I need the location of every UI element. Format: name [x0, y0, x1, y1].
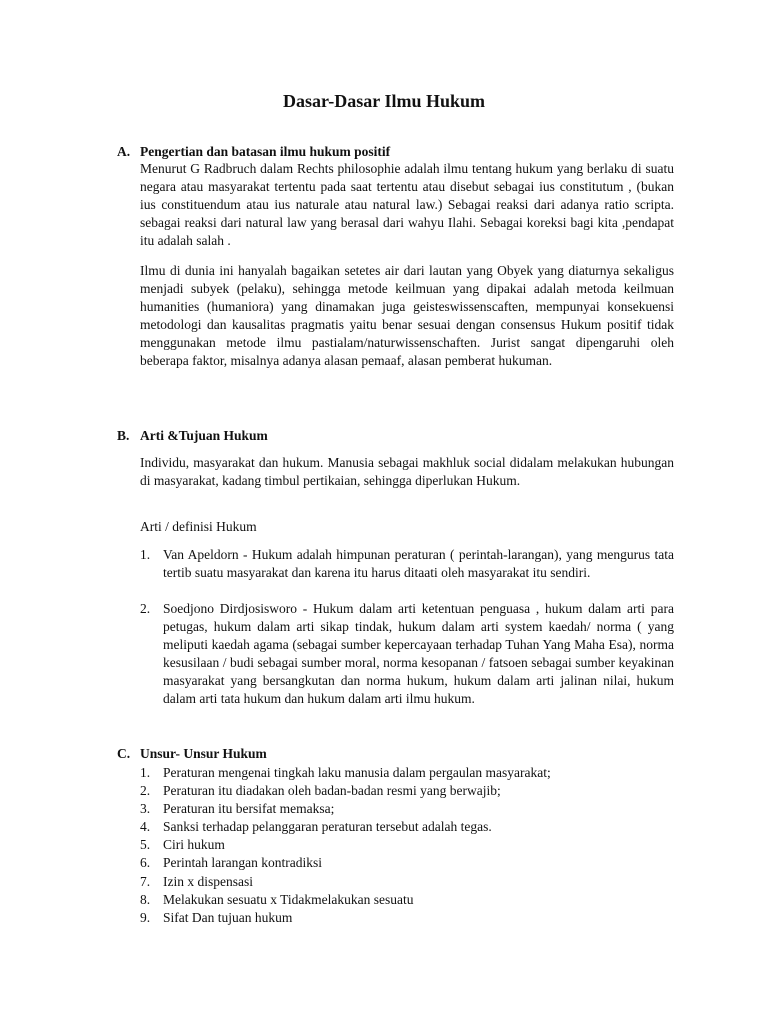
section-b-intro: Individu, masyarakat dan hukum. Manusia sebagai makhluk social didalam melakukan hubungan di masyarakat, kadang timbul pertikaian, sehingga diperlukan Hukum. — [140, 455, 674, 489]
list-item-number: 9. — [140, 909, 151, 925]
list-item-text: Peraturan itu bersifat memaksa; — [163, 801, 335, 817]
section-a-title: Pengertian dan batasan ilmu hukum positif — [140, 144, 391, 159]
list-item — [140, 800, 674, 818]
section-c-heading — [117, 745, 267, 762]
section-b-subheading: Arti / definisi Hukum — [140, 519, 257, 534]
section-b-title: Arti &Tujuan Hukum — [140, 428, 268, 443]
section-a-paragraph-2: Ilmu di dunia ini hanyalah bagaikan setetes air dari lautan yang Obyek yang diaturnya sekaligus menjadi subyek (pelaku), sehingga metode keilmuan yang dipakai adalah metoda keilmuan humanities (humaniora) yang dinamakan juga geisteswissenscaften, mempunyai konsekuensi metodologi dan kausalitas pragmatis yaitu benar sesuai dengan consensus Hukum positif tidak menggunakan metode ilmu pastialam/naturwissenschaften. Jurist sangat dipengaruhi oleh beberapa faktor, misalnya adanya alasan pemaaf, alasan pemberat hukuman. — [140, 263, 674, 369]
list-item-number: 3. — [140, 801, 151, 817]
definition-item-2-number: 2. — [140, 601, 151, 616]
list-item — [140, 764, 674, 782]
list-item-number: 2. — [140, 783, 151, 799]
list-item-text: Sifat Dan tujuan hukum — [163, 909, 293, 925]
list-item — [140, 891, 674, 909]
list-item — [140, 854, 674, 872]
definition-item-1 — [140, 546, 674, 582]
section-c-title: Unsur- Unsur Hukum — [140, 746, 267, 761]
list-item-number: 5. — [140, 837, 151, 853]
list-item-number: 6. — [140, 855, 151, 871]
section-a-letter: A. — [117, 144, 131, 159]
list-item-text: Peraturan mengenai tingkah laku manusia dalam pergaulan masyarakat; — [163, 765, 551, 780]
unsur-hukum-list — [140, 764, 674, 927]
section-b-letter: B. — [117, 428, 130, 443]
definition-item-1-text: Van Apeldorn - Hukum adalah himpunan peraturan ( perintah-larangan), yang mengurus tata tertib suatu masyarakat dan karena itu harus ditaati oleh masyarakat itu sendiri. — [163, 547, 674, 581]
list-item-text: Melakukan sesuatu x Tidakmelakukan sesuatu — [163, 891, 414, 907]
definition-item-1-number: 1. — [140, 547, 151, 562]
list-item-text: Izin x dispensasi — [163, 873, 253, 889]
list-item-text: Peraturan itu diadakan oleh badan-badan resmi yang berwajib; — [163, 783, 501, 799]
list-item — [140, 782, 674, 800]
list-item — [140, 818, 674, 836]
list-item — [140, 909, 674, 927]
list-item-number: 7. — [140, 873, 151, 889]
section-c-letter: C. — [117, 746, 131, 761]
definition-item-2-text: Soedjono Dirdjosisworo - Hukum dalam arti ketentuan penguasa , hukum dalam arti para petugas, hukum dalam arti sikap tindak, hukum dalam arti system kaedah/ norma ( yang meliputi kaedah agama (sebagai sumber kepercayaan terhadap Tuhan Yang Maha Esa), norma kesusilaan / budi sebagai sumber moral, norma kesopanan / fatsoen sebagai sumber keyakinan masyarakat yang bersangkutan dan norma hukum, hukum dalam arti jalinan nilai, hukum dalam arti tata hukum dan hukum dalam arti ilmu hukum. — [163, 601, 674, 707]
section-b-heading — [117, 427, 268, 444]
list-item-number: 1. — [140, 765, 151, 780]
definition-item-2 — [140, 600, 674, 709]
document-title: Dasar-Dasar Ilmu Hukum — [282, 91, 486, 111]
section-a-heading — [117, 143, 390, 160]
list-item — [140, 873, 674, 891]
list-item-text: Sanksi terhadap pelanggaran peraturan tersebut adalah tegas. — [163, 819, 492, 835]
list-item-number: 8. — [140, 891, 151, 907]
section-a-paragraph-1: Menurut G Radbruch dalam Rechts philosophie adalah ilmu tentang hukum yang berlaku di suatu negara atau masyarakat tertentu pada saat tertentu atau disebut sebagai ius constitutum , (bukan ius constituendum atau ius naturale atau natural law.) Sebagai reaksi dari adanya ratio scripta. sebagai reaksi dari natural law yang berasal dari wahyu Ilahi. Sebagai koreksi bagi kita ,pendapat itu adalah salah . — [140, 161, 674, 249]
list-item — [140, 836, 674, 854]
list-item-text: Ciri hukum — [163, 837, 225, 853]
list-item-number: 4. — [140, 819, 151, 835]
list-item-text: Perintah larangan kontradiksi — [163, 855, 322, 871]
